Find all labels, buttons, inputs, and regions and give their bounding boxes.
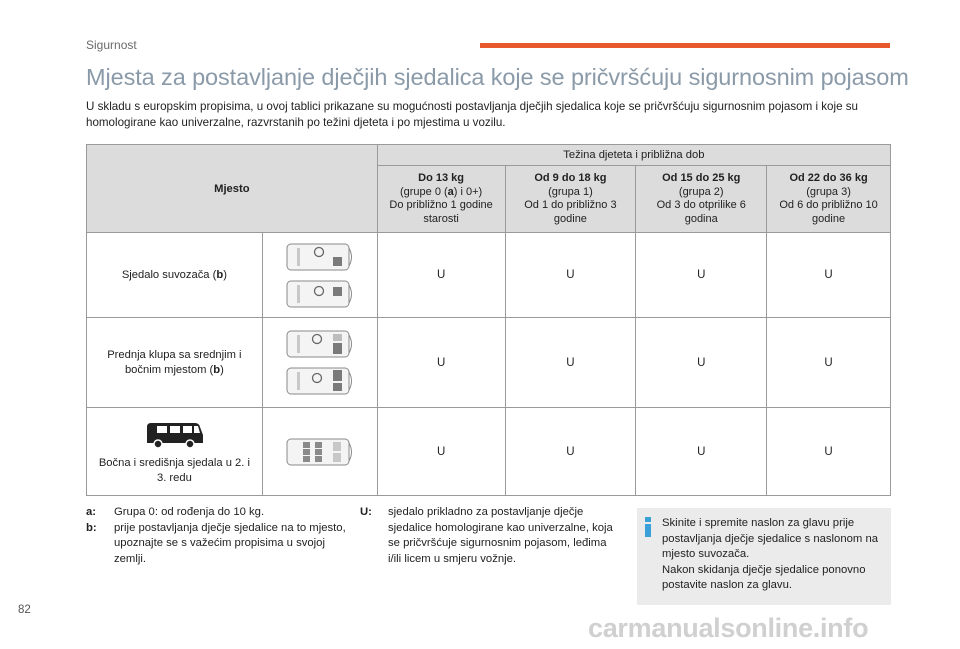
van-seat-diagram-icon: [285, 329, 355, 359]
footnote-a: [86, 505, 356, 521]
van-seat-diagram-icon: [285, 437, 355, 467]
header-accent-bar: [480, 43, 890, 48]
child-seat-table: [86, 144, 891, 496]
group-weight: Do 13 kg: [418, 172, 465, 184]
group-age: Od 1 do približno 3 godine: [524, 199, 617, 225]
suitability-value: U: [377, 318, 505, 408]
info-text-1: Skinite i spremite naslon za glavu prije postavljanja dječje sjedalice s naslonom na mjesto suvozača.: [662, 517, 879, 560]
group-header-4: [767, 166, 891, 233]
info-box: [637, 508, 891, 605]
suitability-value: U: [377, 408, 505, 496]
info-text-2: Nakon skidanja dječje sjedalice ponovno postavite naslon za glavu.: [662, 563, 866, 591]
footnote-text: Grupa 0: od rođenja do 10 kg.: [114, 506, 265, 518]
footnote-text: prije postavljanja dječje sjedalice na to mjesto, upoznajte se s važećim propisima u svojoj zemlji.: [114, 521, 346, 565]
intro-paragraph: U skladu s europskim propisima, u ovoj tablici prikazane su mogućnosti postavljanja dječjih sjedalica koje se pričvršćuju sigurnosnim pojasom i koje su homologirane kao univerzalne, razvrstanih po težini djeteta i po mjestima u vozilu.: [86, 100, 858, 129]
group-header-2: [505, 166, 636, 233]
seat-position-label: Sjedalo suvozača (b): [87, 233, 263, 318]
watermark: carmanualsonline.info: [588, 613, 869, 643]
group-weight: Od 9 do 18 kg: [534, 172, 607, 184]
seat-diagram-cell: [262, 318, 377, 408]
footnote-key: U:: [360, 506, 372, 518]
info-icon: [645, 517, 651, 537]
section-label: Sigurnost: [86, 38, 137, 52]
group-class: (grupa 2): [678, 185, 724, 198]
page-title: Mjesta za postavljanje dječjih sjedalica koje se pričvršćuju sigurnosnim pojasom: [86, 64, 909, 90]
suitability-value: U: [505, 233, 636, 318]
seat-diagram-cell: [262, 233, 377, 318]
group-weight: Od 15 do 25 kg: [662, 172, 741, 184]
suitability-value: U: [377, 233, 505, 318]
seat-column-header: Mjesto: [87, 145, 378, 233]
suitability-value: U: [636, 233, 767, 318]
group-age: Od 6 do približno 10 godine: [779, 199, 878, 225]
footnote-key: b:: [86, 521, 97, 534]
van-seat-diagram-icon: [285, 366, 355, 396]
footnote-b: [86, 521, 356, 568]
minibus-icon: [143, 418, 205, 450]
group-age: Od 3 do otprilike 6 godina: [656, 199, 746, 225]
footnote-text: sjedalo prikladno za postavljanje dječje sjedalice homologirane kao univerzalne, koja se pričvršćuje sigurnosnim pojasom, leđima i/ili licem u smjeru vožnje.: [388, 506, 613, 565]
weight-header: Težina djeteta i približna dob: [377, 145, 890, 166]
footnotes: [86, 505, 356, 567]
table-row: [87, 408, 891, 496]
footnote-u: [360, 505, 622, 567]
suitability-value: U: [767, 408, 891, 496]
group-age: Do približno 1 godine starosti: [389, 199, 493, 225]
group-weight: Od 22 do 36 kg: [789, 172, 868, 184]
group-class: (grupe 0 (a) i 0+): [399, 185, 483, 198]
table-row: [87, 318, 891, 408]
van-seat-diagram-icon: [285, 242, 355, 272]
van-seat-diagram-icon: [285, 279, 355, 309]
suitability-value: U: [767, 233, 891, 318]
group-header-1: [377, 166, 505, 233]
seat-diagram-cell: [262, 408, 377, 496]
seat-position-label: Prednja klupa sa srednjim i bočnim mjestom (b): [87, 318, 263, 408]
suitability-value: U: [636, 408, 767, 496]
group-class: (grupa 3): [806, 185, 851, 198]
suitability-value: U: [636, 318, 767, 408]
seat-position-label: Bočna i središnja sjedala u 2. i 3. redu: [87, 408, 263, 496]
table-row: [87, 233, 891, 318]
group-class: (grupa 1): [548, 185, 593, 198]
footnote-key: a:: [86, 506, 97, 518]
suitability-value: U: [505, 318, 636, 408]
suitability-value: U: [505, 408, 636, 496]
page-number: 82: [18, 604, 31, 616]
suitability-value: U: [767, 318, 891, 408]
group-header-3: [636, 166, 767, 233]
